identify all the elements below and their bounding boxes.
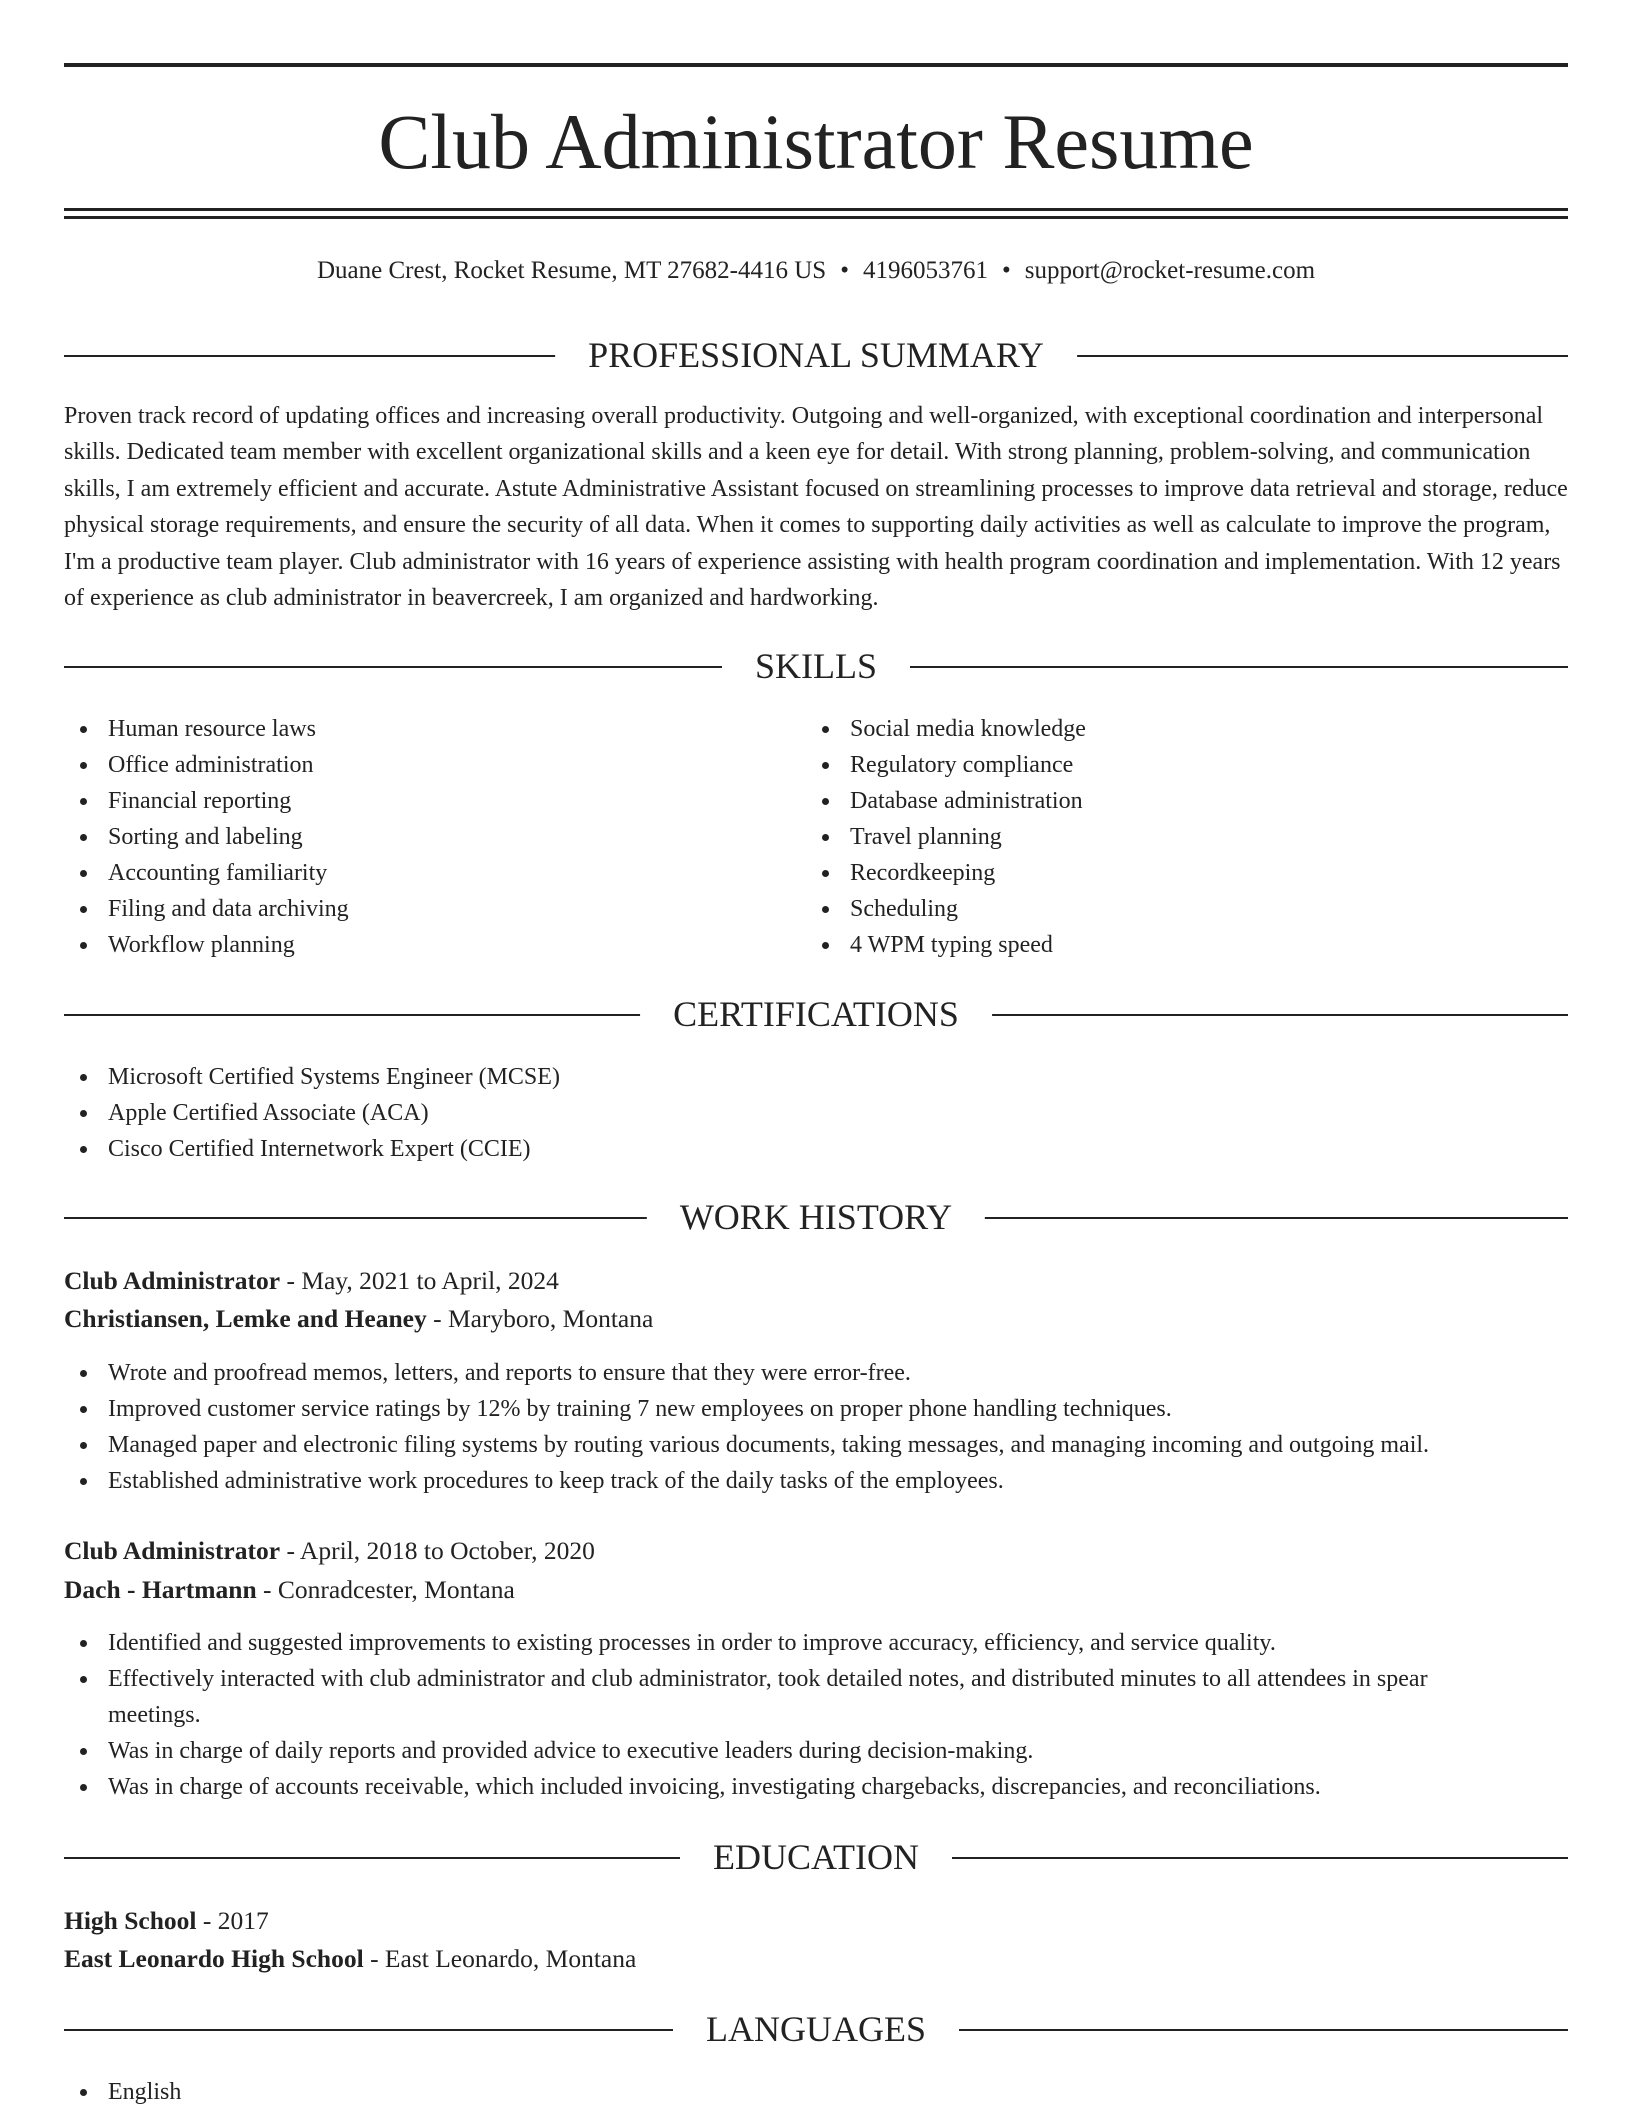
- education-school: East Leonardo High School: [64, 1944, 364, 1973]
- section-heading-certifications: [64, 994, 1568, 1034]
- job-company: Dach - Hartmann: [64, 1575, 257, 1604]
- skill-item: Sorting and labeling: [64, 819, 804, 855]
- job-duties-list: [64, 1355, 1568, 1499]
- contact-address: Duane Crest, Rocket Resume, MT 27682-4416 US: [316, 257, 827, 284]
- skill-item: Financial reporting: [64, 783, 804, 819]
- section-title: PROFESSIONAL SUMMARY: [555, 335, 1077, 375]
- job-company-line: [64, 1300, 653, 1338]
- job-duty-item: Improved customer service ratings by 12% by training 7 new employees on proper phone handling techniques.: [64, 1391, 1568, 1427]
- certification-item: Microsoft Certified Systems Engineer (MCSE): [64, 1059, 1568, 1095]
- job-dates: - April, 2018 to October, 2020: [280, 1536, 595, 1565]
- certifications-list: [64, 1059, 1568, 1167]
- skill-item: Workflow planning: [64, 927, 804, 963]
- skill-item: Database administration: [806, 783, 1546, 819]
- job-title: Club Administrator: [64, 1266, 281, 1295]
- section-title: SKILLS: [722, 646, 910, 686]
- job-duty-item: Was in charge of accounts receivable, which included invoicing, investigating chargebacks, discrepancies, and reconciliations.: [64, 1769, 1514, 1805]
- section-heading-summary: [64, 335, 1568, 375]
- education-degree: High School: [64, 1906, 197, 1935]
- education-location: - East Leonardo, Montana: [363, 1944, 637, 1973]
- skill-item: Social media knowledge: [806, 711, 1546, 747]
- skill-item: 4 WPM typing speed: [806, 927, 1546, 963]
- job-duties-list: [64, 1625, 1514, 1805]
- job-duty-item: Wrote and proofread memos, letters, and reports to ensure that they were error-free.: [64, 1355, 1568, 1391]
- title-bottom-rule-2: [64, 216, 1568, 219]
- job-duty-item: Was in charge of daily reports and provided advice to executive leaders during decision-making.: [64, 1733, 1514, 1769]
- section-title: LANGUAGES: [673, 2009, 959, 2049]
- job-duty-item: Established administrative work procedures to keep track of the daily tasks of the employees.: [64, 1463, 1568, 1499]
- section-heading-work-history: [64, 1197, 1568, 1237]
- job-title: Club Administrator: [64, 1536, 281, 1565]
- job-duty-item: Identified and suggested improvements to existing processes in order to improve accuracy, efficiency, and service quality.: [64, 1625, 1514, 1661]
- skill-item: Accounting familiarity: [64, 855, 804, 891]
- job-company: Christiansen, Lemke and Heaney: [64, 1304, 427, 1333]
- section-heading-education: [64, 1837, 1568, 1877]
- job-company-line: [64, 1571, 515, 1609]
- job-dates: - May, 2021 to April, 2024: [280, 1266, 559, 1295]
- job-location: - Maryboro, Montana: [426, 1304, 654, 1333]
- skills-list-left: [64, 711, 804, 963]
- skill-item: Travel planning: [806, 819, 1546, 855]
- summary-text: Proven track record of updating offices and increasing overall productivity. Outgoing and well-organized, with exceptional coordination and interpersonal skills. Dedicated team member with excellent organizational skills and a keen eye for detail. With strong planning, problem-solving, and communication skills, I am extremely efficient and accurate. Astute Administrative Assistant focused on streamlining processes to improve data retrieval and storage, reduce physical storage requirements, and ensure the security of all data. When it comes to supporting daily activities as well as calculate to improve the program, I'm a productive team player. Club administrator with 16 years of experience assisting with health program coordination and implementation. With 12 years of experience as club administrator in beavercreek, I am organized and hardworking.: [64, 403, 1568, 612]
- contact-line: [64, 254, 1568, 288]
- languages-list: [64, 2074, 1568, 2110]
- title-bottom-rule-1: [64, 208, 1568, 211]
- section-heading-skills: [64, 646, 1568, 686]
- certification-item: Cisco Certified Internetwork Expert (CCIE): [64, 1131, 1568, 1167]
- education-year: - 2017: [196, 1906, 269, 1935]
- contact-separator: •: [840, 257, 849, 284]
- page-title: Club Administrator Resume: [378, 98, 1254, 185]
- section-title: CERTIFICATIONS: [640, 994, 992, 1034]
- skill-item: Office administration: [64, 747, 804, 783]
- section-heading-languages: [64, 2009, 1568, 2049]
- skill-item: Recordkeeping: [806, 855, 1546, 891]
- skill-item: Human resource laws: [64, 711, 804, 747]
- job-location: - Conradcester, Montana: [256, 1575, 515, 1604]
- certification-item: Apple Certified Associate (ACA): [64, 1095, 1568, 1131]
- skill-item: Filing and data archiving: [64, 891, 804, 927]
- contact-phone: 4196053761: [862, 257, 988, 284]
- education-degree-line: [64, 1902, 269, 1940]
- skill-item: Regulatory compliance: [806, 747, 1546, 783]
- skills-list-right: [806, 711, 1546, 963]
- section-title: WORK HISTORY: [647, 1197, 985, 1237]
- education-school-line: [64, 1940, 636, 1978]
- job-title-line: [64, 1532, 595, 1570]
- job-duty-item: Managed paper and electronic filing systems by routing various documents, taking messages, and managing incoming and outgoing mail.: [64, 1427, 1568, 1463]
- skill-item: Scheduling: [806, 891, 1546, 927]
- job-duty-item: Effectively interacted with club administrator and club administrator, took detailed notes, and distributed minutes to all attendees in spear meetings.: [64, 1661, 1514, 1733]
- contact-email: support@rocket-resume.com: [1024, 257, 1316, 284]
- title-top-rule: [64, 63, 1568, 67]
- job-title-line: [64, 1262, 559, 1300]
- language-item: English: [64, 2074, 1568, 2110]
- contact-separator: •: [1001, 257, 1011, 284]
- section-title: EDUCATION: [680, 1837, 952, 1877]
